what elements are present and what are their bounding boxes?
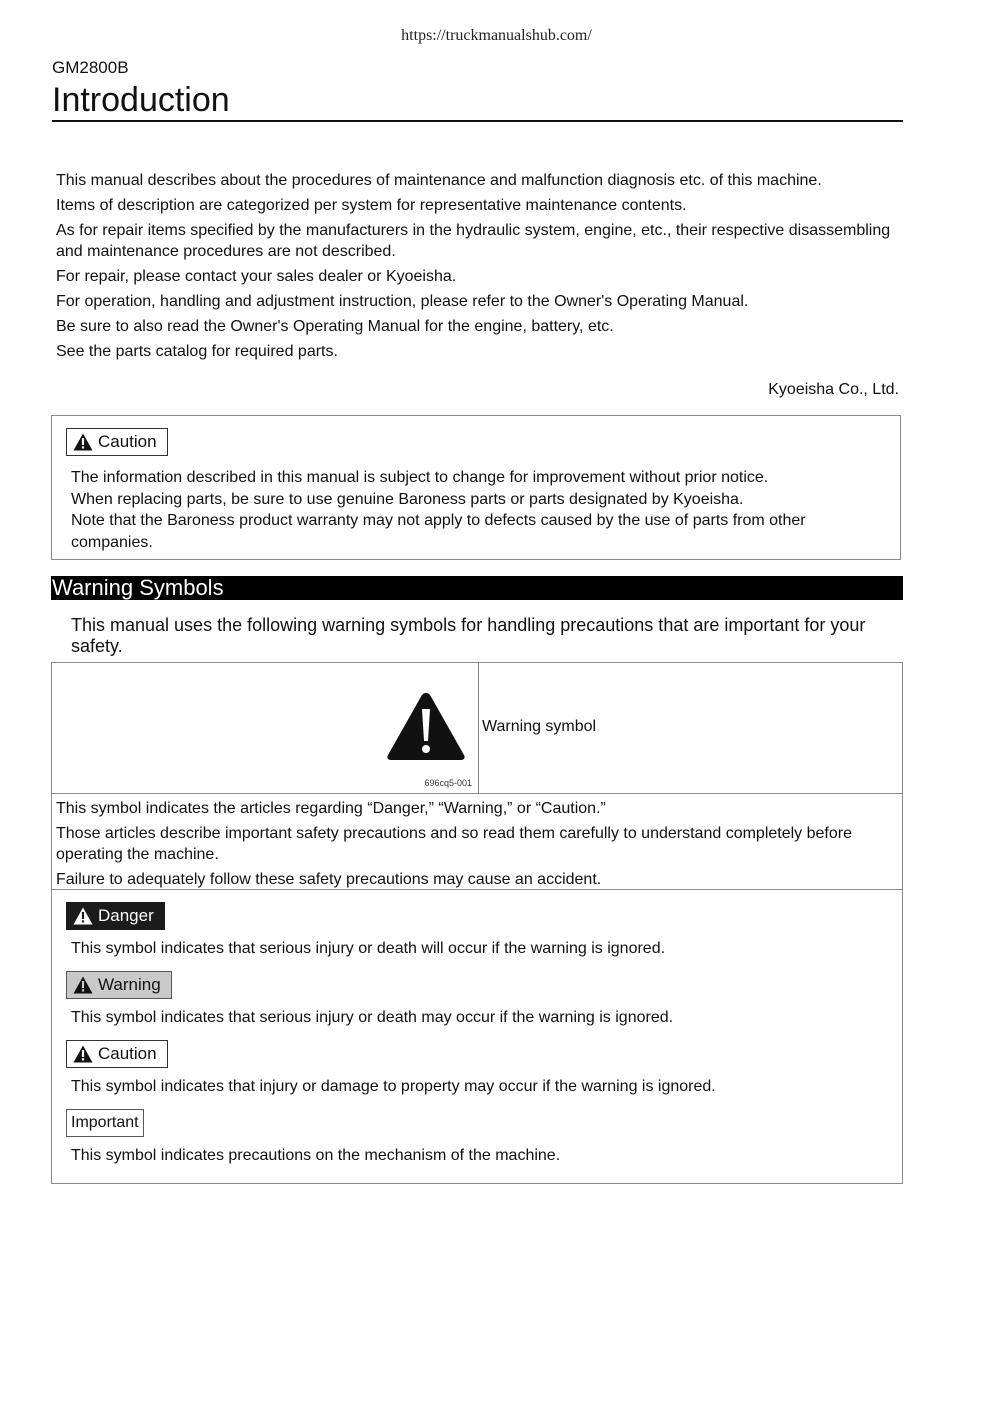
symbol-label: Warning symbol: [482, 718, 597, 735]
intro-paragraph: Be sure to also read the Owner's Operating Manual for the engine, battery, etc.: [56, 318, 614, 335]
danger-level: [66, 902, 888, 958]
warning-description: This symbol indicates that serious injury or death may occur if the warning is ignored.: [71, 1009, 674, 1026]
danger-description: This symbol indicates that serious injury or death will occur if the warning is ignored.: [71, 940, 666, 957]
intro-paragraph: For repair, please contact your sales dealer or Kyoeisha.: [56, 268, 457, 285]
danger-label-text: Danger: [98, 906, 154, 925]
caution-label: [66, 428, 168, 456]
warning-symbols-table: [51, 662, 903, 1184]
warning-symbol-icon: [386, 691, 466, 761]
intro-paragraph: As for repair items specified by the manufacturers in the hydraulic system, engine, etc., their respective disassembling and maintenance procedures are not described.: [56, 222, 891, 260]
source-url: https://truckmanualshub.com/: [401, 27, 592, 44]
notice-line: Note that the Baroness product warranty may not apply to defects caused by the use of parts from other companies.: [71, 512, 806, 551]
warning-triangle-icon: [73, 976, 93, 994]
caution-level: [66, 1040, 888, 1096]
notice-line: When replacing parts, be sure to use genuine Baroness parts or parts designated by Kyoeisha.: [71, 490, 744, 508]
page-title: Introduction: [52, 80, 903, 122]
intro-paragraph: Items of description are categorized per system for representative maintenance contents.: [56, 197, 687, 214]
explanation-line: Those articles describe important safety precautions and so read them carefully to understand completely before operating the machine.: [56, 825, 852, 863]
important-label: Important: [66, 1109, 144, 1137]
intro-paragraph: See the parts catalog for required parts.: [56, 343, 338, 360]
caution-description: This symbol indicates that injury or damage to property may occur if the warning is ignored.: [71, 1078, 716, 1095]
symbol-image-cell: [52, 663, 479, 793]
caution-notice-box: [51, 415, 901, 560]
signal-words-list: [52, 890, 902, 1183]
caution-label: [66, 1040, 168, 1068]
section-intro: This manual uses the following warning symbols for handling precautions that are important for your safety.: [71, 615, 866, 656]
warning-triangle-icon: [73, 907, 93, 925]
intro-paragraph: For operation, handling and adjustment instruction, please refer to the Owner's Operating Manual.: [56, 293, 749, 310]
symbol-explanation: [52, 794, 902, 890]
notice-line: The information described in this manual is subject to change for improvement without prior notice.: [71, 469, 769, 486]
explanation-line: Failure to adequately follow these safety precautions may cause an accident.: [56, 871, 602, 888]
warning-triangle-icon: [73, 1045, 93, 1063]
caution-label-text: Caution: [98, 1044, 157, 1063]
section-heading: Warning Symbols: [51, 576, 903, 600]
intro-text: [56, 170, 901, 366]
warning-level: [66, 971, 888, 1027]
warning-label: [66, 971, 172, 999]
important-level: [66, 1109, 888, 1165]
warning-label-text: Warning: [98, 975, 161, 994]
symbol-row: [52, 663, 902, 794]
image-code: 696cq5-001: [424, 778, 472, 788]
explanation-line: This symbol indicates the articles regarding “Danger,” “Warning,” or “Caution.”: [56, 800, 606, 817]
caution-label-text: Caution: [98, 432, 157, 451]
company-name: Kyoeisha Co., Ltd.: [768, 381, 899, 398]
warning-triangle-icon: [73, 433, 93, 451]
danger-label: [66, 902, 165, 930]
caution-notice-text: [71, 467, 891, 553]
model-number: GM2800B: [52, 58, 129, 77]
important-description: This symbol indicates precautions on the mechanism of the machine.: [71, 1147, 561, 1164]
intro-paragraph: This manual describes about the procedures of maintenance and malfunction diagnosis etc. of this machine.: [56, 172, 822, 189]
